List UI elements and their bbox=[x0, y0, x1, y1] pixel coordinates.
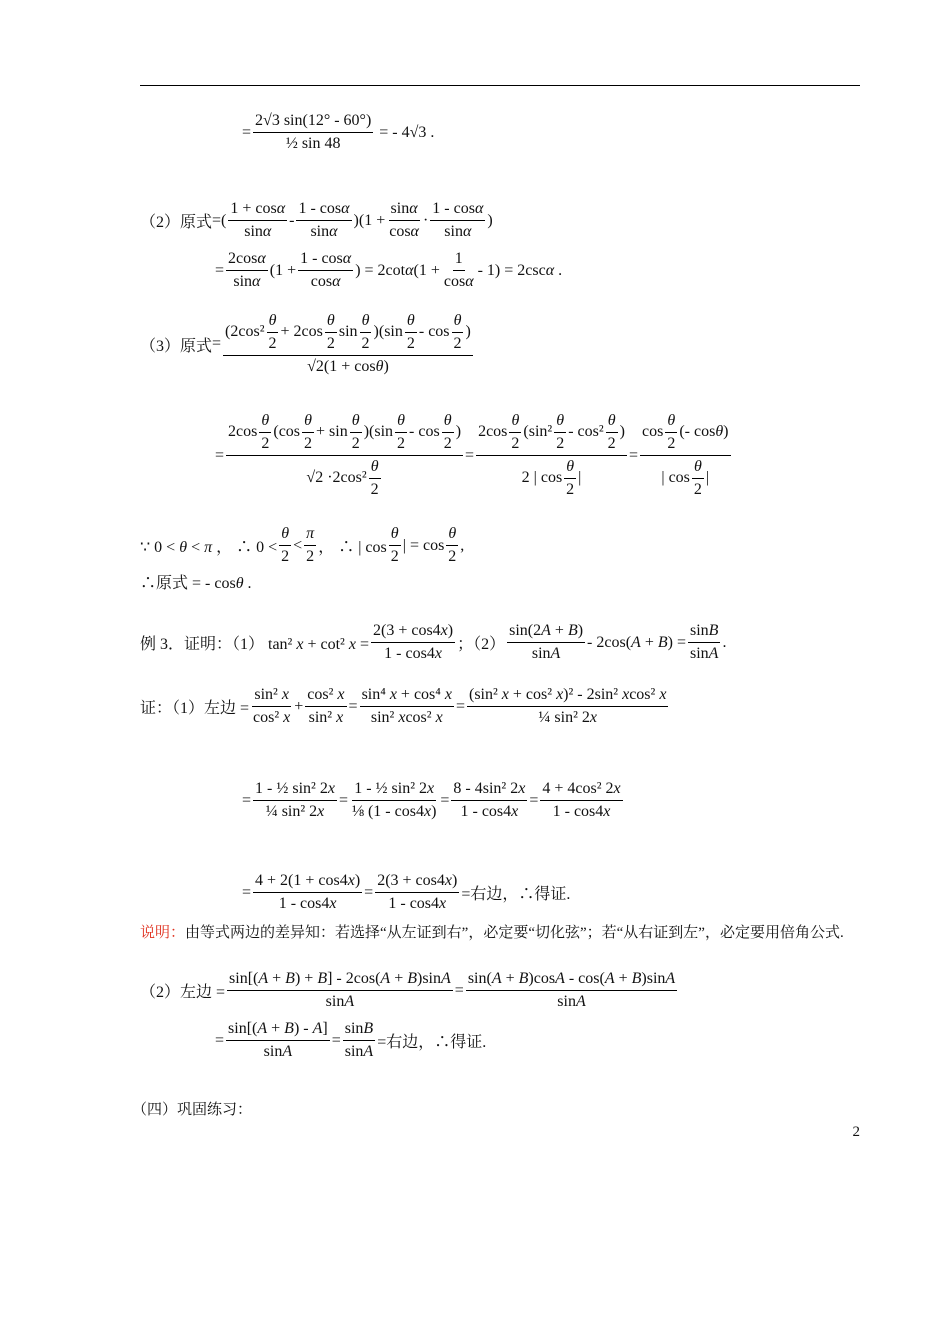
eq-line-2: （2）原式 =( 1 + cosα sinα - 1 - cosα sinα )(1 + $\frac{\sin\alpha}{\cos\alpha}$ · 1 - cosα sinα ) bbox=[140, 200, 493, 240]
eq-line-5: = 2cos $\frac{\theta}{2}$ (cos $\frac{\theta}{2}$ + sin $\frac{\theta}{2}$ )(sin $\frac{\theta}{2}$ - cos $\frac{\theta}{2}$ ) √2 ·2cos² $\frac{\theta}{2}$ = 2cos $\frac{\theta}{2}$ (sin² $\frac{\theta}{2}$ - cos² $\frac{\theta}{2}$ ) 2 | cos $\frac{\theta}{2}$ | = cos $\frac{\theta}{2}$ (- cosθ) | cos $\frac{\theta}{2}$ | bbox=[215, 412, 729, 498]
proof-2-line-1: （2）左边 = $\frac{\sin[(A + B) + B] - 2\cos(A + B)\sin A}{\sin A}$ = $\frac{\sin(A + B)\cos A - \cos(A + B)\sin A}{\sin A}$ bbox=[140, 970, 676, 1010]
note-label: 说明： bbox=[140, 925, 186, 941]
proof-1-line-1: 证：（1）左边 = $\frac{\text{sin² x}}{\text{cos² x}}$ + $\frac{\text{cos² x}}{\text{sin² x}}$ = $\frac{\text{sin⁴ x + cos⁴ x}}{\text{sin² xcos² x}}$ = $\frac{\text{(sin² x + cos² x)² - 2sin² xcos² x}}{\text{¼ sin² 2x}}$ bbox=[140, 686, 667, 726]
eq-line-3: = $\frac{2\cos\alpha}{\sin\alpha}$ (1 + $\frac{1 - \cos\alpha}{\cos\alpha}$ ) = 2cotα(1 + $\frac{1}{\cos\alpha}$ - 1) = 2cscα . bbox=[215, 250, 563, 290]
header-rule bbox=[140, 85, 860, 86]
example-3: 例 3．证明：（1） tan² x + cot² x = $\frac{2(3 + \cos 4x)}{1 - \cos 4x}$ ；（2） sin(2A + B) sinA - 2cos(A + B) = $\frac{\sin B}{\sin A}$ . bbox=[140, 622, 727, 662]
page-number: 2 bbox=[852, 1124, 860, 1140]
eq-line-6: ∵ 0 < θ < π ， ∴ 0 < θ 2 < π 2 ， ∴ | cos θ 2 | = cos θ 2 , bbox=[140, 525, 465, 565]
eq-line-4: （3）原式 = (2cos² $\frac{\theta}{2}$ + 2cos $\frac{\theta}{2}$ sin $\frac{\theta}{2}$ )(sin $\frac{\theta}{2}$ - cos $\frac{\theta}{2}$ ) √2(1 + cosθ) bbox=[140, 312, 471, 375]
proof-2-line-2: = $\frac{\sin[(A + B) - A]}{\sin A}$ = $\frac{\sin B}{\sin A}$ =右边，∴得证. bbox=[215, 1020, 487, 1060]
eq-line-7: ∴原式 = - cosθ . bbox=[140, 575, 252, 592]
section-4-heading: （四）巩固练习： bbox=[132, 1102, 253, 1118]
eq-line-1: = $\frac{2√3 \sin(12^\circ - 60^\circ)}{\text{½ sin 48}}$ = - 4√3 . bbox=[242, 112, 435, 152]
note-paragraph bbox=[140, 920, 860, 946]
note-text: 由等式两边的差异知：若选择“从左证到右”，必定要“切化弦”；若“从右证到左”，必定要用倍角公式. bbox=[185, 925, 844, 941]
proof-1-line-3: = $\frac{4 + 2(1 + \cos 4x)}{1 - \cos 4x}$ = $\frac{2(3 + \cos 4x)}{1 - \cos 4x}$ =右边，∴得证. bbox=[242, 872, 571, 912]
proof-1-line-2: = $\frac{\text{1 - ½ sin² 2x}}{\text{¼ sin² 2x}}$ = $\frac{\text{1 - ½ sin² 2x}}{\text{⅛ (1 - cos4x)}}$ = $\frac{\text{8 - 4sin² 2x}}{1 - \cos 4x}$ = $\frac{\text{4 + 4cos² 2x}}{1 - \cos 4x}$ bbox=[242, 780, 621, 820]
